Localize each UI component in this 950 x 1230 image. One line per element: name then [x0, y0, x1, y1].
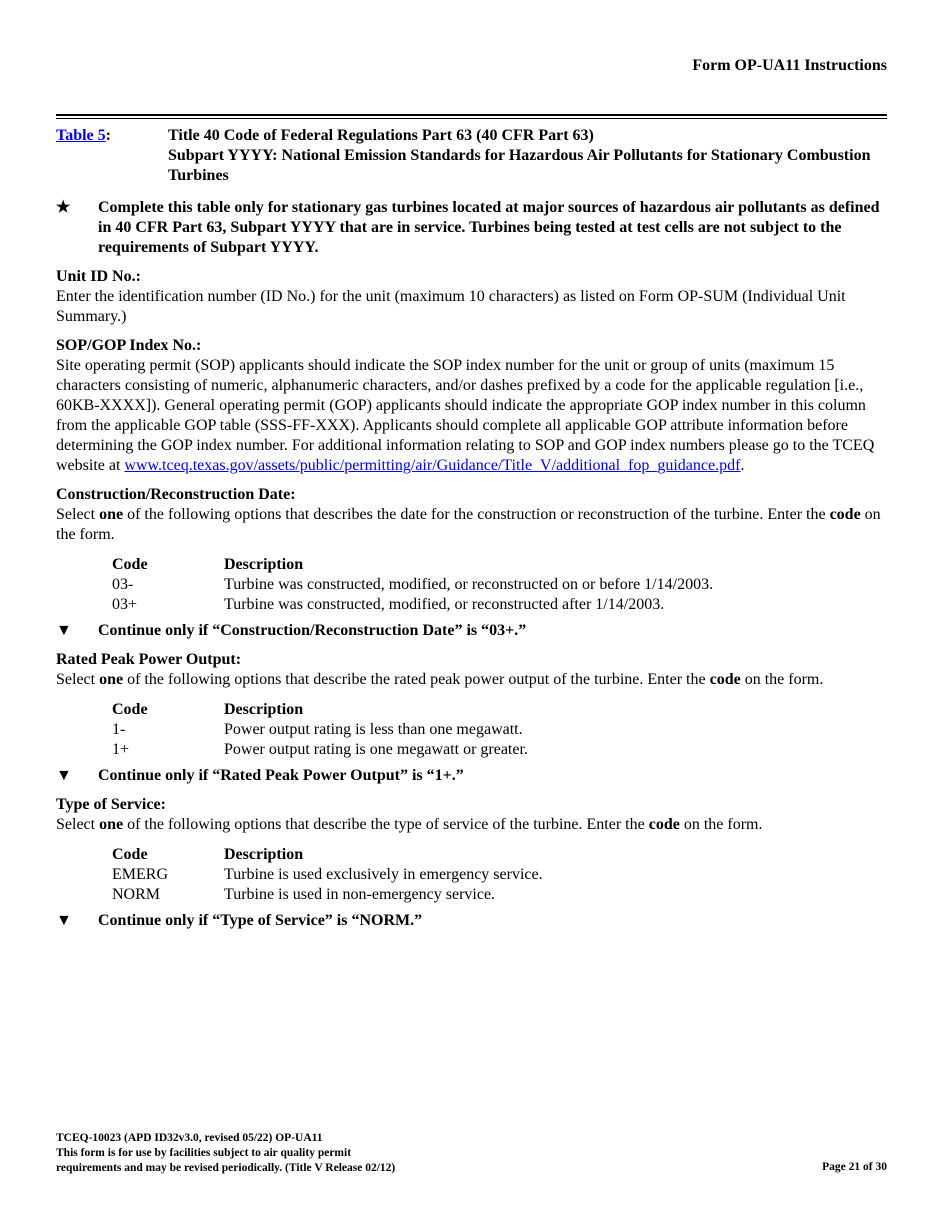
- star-note-text: Complete this table only for stationary gas turbines located at major sources of hazardous air pollutants as defined in 40 CFR Part 63, Subpart YYYY that are in service. Turbines being tested at test cells are not subject to the requirements of Subpart YYYY.: [98, 199, 880, 256]
- power-heading: Rated Peak Power Output:: [56, 651, 242, 668]
- page-number: Page 21 of 30: [822, 1161, 887, 1173]
- footer-form-info: TCEQ-10023 (APD ID32v3.0, revised 05/22) OP-UA11 This form is for use by facilities subject to air quality permit requirements and may be revised periodically. (Title V Release 02/12): [56, 1132, 396, 1174]
- table-title-line1: Title 40 Code of Federal Regulations Part 63 (40 CFR Part 63): [168, 127, 594, 144]
- unit-id-heading: Unit ID No.:: [56, 268, 141, 285]
- table-link-colon: :: [105, 127, 111, 144]
- sop-gop-heading: SOP/GOP Index No.:: [56, 337, 202, 354]
- construction-intro: Select one of the following options that describes the date for the construction or reconstruction of the turbine. Enter the code on the form.: [56, 506, 881, 543]
- star-icon: ★: [56, 199, 71, 216]
- construction-continue-note: ▼ Continue only if “Construction/Reconstruction Date” is “03+.”: [56, 622, 527, 639]
- construction-code-table: [112, 555, 890, 615]
- construction-section: [56, 485, 890, 641]
- power-intro: Select one of the following options that describe the rated peak power output of the turbine. Enter the code on the form.: [56, 671, 824, 688]
- code-table-header: Code Description: [112, 701, 304, 718]
- power-section: [56, 650, 890, 786]
- service-intro: Select one of the following options that describe the type of service of the turbine. Enter the code on the form.: [56, 816, 763, 833]
- power-continue-note: ▼ Continue only if “Rated Peak Power Output” is “1+.”: [56, 767, 464, 784]
- sop-gop-period: .: [740, 457, 745, 474]
- table-row: 1- Power output rating is less than one megawatt.: [112, 721, 523, 738]
- unit-id-text: Enter the identification number (ID No.) for the unit (maximum 10 characters) as listed on Form OP-SUM (Individual Unit Summary.): [56, 288, 846, 325]
- down-triangle-icon: ▼: [56, 912, 72, 929]
- service-continue-note: ▼ Continue only if “Type of Service” is “NORM.”: [56, 912, 423, 929]
- service-heading: Type of Service:: [56, 796, 166, 813]
- table-heading: [56, 126, 890, 186]
- table-row: 1+ Power output rating is one megawatt or greater.: [112, 741, 528, 758]
- code-table-header: Code Description: [112, 846, 304, 863]
- service-section: [56, 795, 890, 931]
- table-row: EMERG Turbine is used exclusively in emergency service.: [112, 866, 543, 883]
- header-rule-thick: [56, 114, 887, 116]
- sop-gop-section: [56, 336, 890, 476]
- table-title-line2: Subpart YYYY: National Emission Standards for Hazardous Air Pollutants for Stationary Combustion Turbines: [168, 147, 871, 184]
- header-title: Form OP-UA11 Instructions: [692, 57, 887, 74]
- main-content: [56, 126, 890, 931]
- code-table-header: Code Description: [112, 556, 304, 573]
- table-row: 03+ Turbine was constructed, modified, or reconstructed after 1/14/2003.: [112, 596, 665, 613]
- down-triangle-icon: ▼: [56, 622, 72, 639]
- power-code-table: [112, 700, 890, 760]
- star-note: [56, 198, 890, 258]
- table-row: NORM Turbine is used in non-emergency service.: [112, 886, 496, 903]
- sop-gop-text: Site operating permit (SOP) applicants should indicate the SOP index number for the unit or group of units (maximum 15 characters consisting of numeric, alphanumeric characters, and/or dashes prefixed by a code for the applicable regulation [i.e., 60KB-XXXX]). General operating permit (GOP) applicants should indicate the appropriate GOP index number in this column from the applicable GOP table (SSS-FF-XXX). Applicants should complete all applicable GOP attribute information before determining the GOP index number. For additional information relating to SOP and GOP index numbers please go to the TCEQ website at: [56, 357, 875, 474]
- header-rule-thin: [56, 118, 887, 119]
- unit-id-section: [56, 267, 890, 327]
- down-triangle-icon: ▼: [56, 767, 72, 784]
- construction-heading: Construction/Reconstruction Date:: [56, 486, 296, 503]
- table-5-link[interactable]: Table 5: [56, 127, 106, 144]
- service-code-table: [112, 845, 890, 905]
- table-row: 03- Turbine was constructed, modified, or reconstructed on or before 1/14/2003.: [112, 576, 714, 593]
- tceq-guidance-link[interactable]: www.tceq.texas.gov/assets/public/permitting/air/Guidance/Title_V/additional_fop_guidance.pdf: [124, 457, 741, 474]
